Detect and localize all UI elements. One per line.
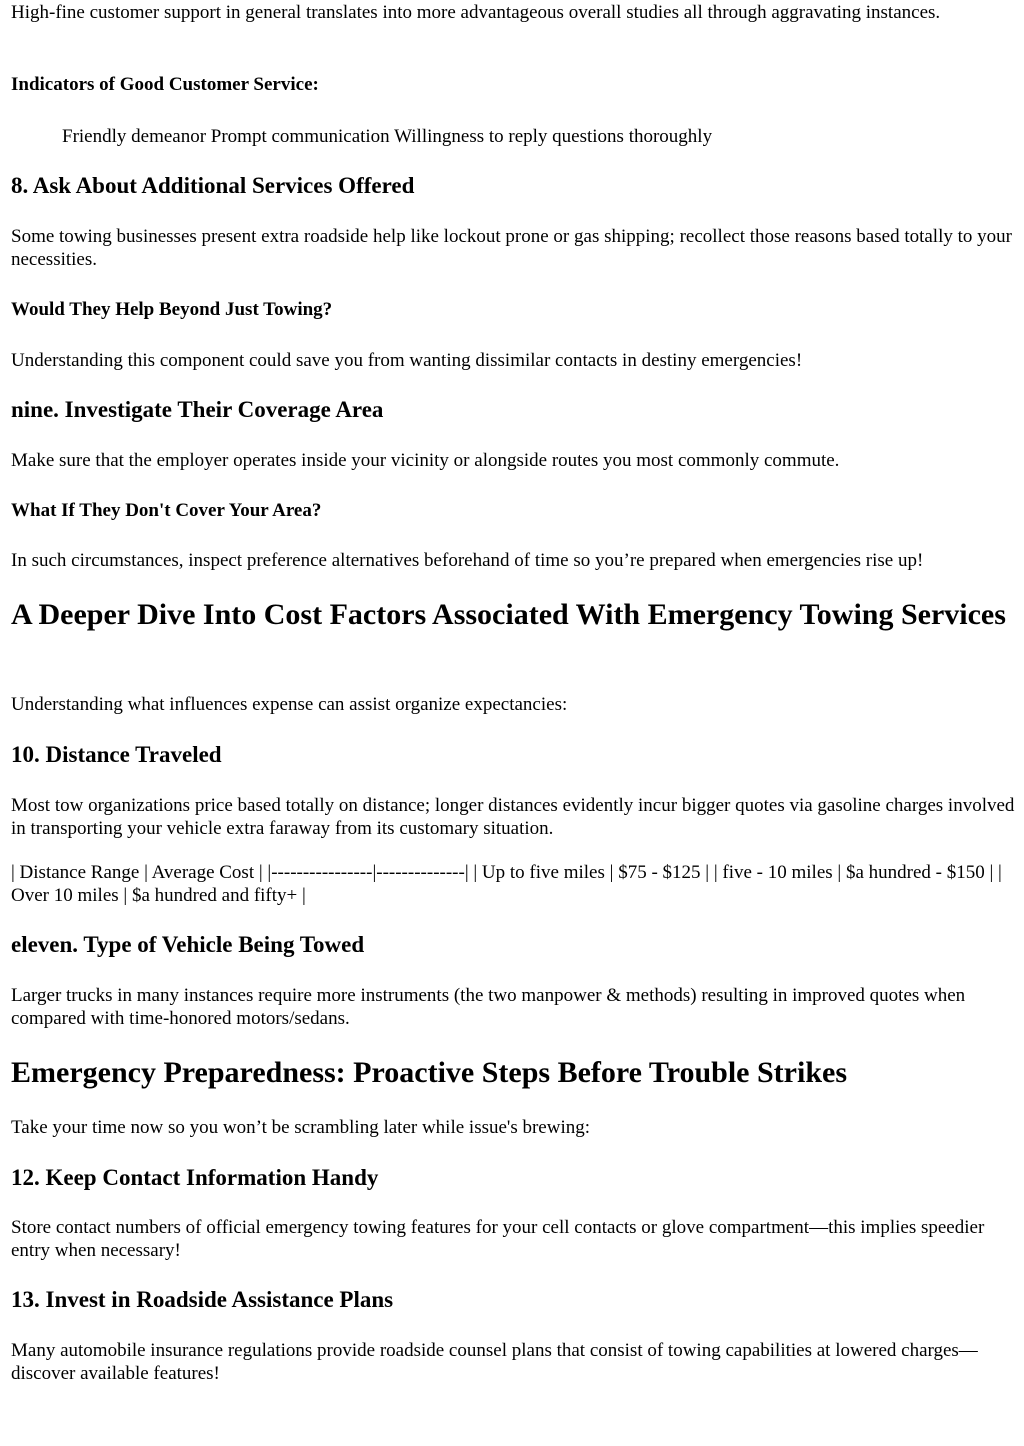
section-8-paragraph: Some towing businesses present extra roadside help like lockout prone or gas shipping; recollect those reasons based totally to your necessities. — [11, 226, 1012, 270]
beyond-towing-paragraph: Understanding this component could save you from wanting dissimilar contacts in destiny emergencies! — [11, 350, 803, 371]
section-13-paragraph: Many automobile insurance regulations provide roadside counsel plans that consist of towing capabilities at lowered charges—discover available features! — [11, 1340, 978, 1384]
section-11-heading: eleven. Type of Vehicle Being Towed — [11, 932, 365, 957]
section-12-heading: 12. Keep Contact Information Handy — [11, 1165, 379, 1190]
preparedness-paragraph: Take your time now so you won’t be scrambling later while issue's brewing: — [11, 1117, 591, 1138]
indicators-list: Friendly demeanor Prompt communication Willingness to reply questions thoroughly — [62, 126, 713, 147]
intro-paragraph: High-fine customer support in general translates into more advantageous overall studies all through aggravating instances. — [11, 2, 941, 23]
coverage-heading: What If They Don't Cover Your Area? — [11, 500, 322, 521]
cost-factors-heading: A Deeper Dive Into Cost Factors Associated With Emergency Towing Services — [11, 598, 1006, 631]
indicators-heading: Indicators of Good Customer Service: — [11, 74, 319, 95]
coverage-paragraph: In such circumstances, inspect preference alternatives beforehand of time so you’re prepared when emergencies rise up! — [11, 550, 924, 571]
beyond-towing-heading: Would They Help Beyond Just Towing? — [11, 299, 333, 320]
preparedness-heading: Emergency Preparedness: Proactive Steps Before Trouble Strikes — [11, 1056, 848, 1089]
section-9-paragraph: Make sure that the employer operates inside your vicinity or alongside routes you most commonly commute. — [11, 450, 840, 471]
section-10-heading: 10. Distance Traveled — [11, 742, 222, 767]
section-9-heading: nine. Investigate Their Coverage Area — [11, 397, 384, 422]
section-13-heading: 13. Invest in Roadside Assistance Plans — [11, 1287, 394, 1312]
section-12-paragraph: Store contact numbers of official emergency towing features for your cell contacts or glove compartment—this implies speedier entry when necessary! — [11, 1217, 985, 1261]
section-10-paragraph: Most tow organizations price based totally on distance; longer distances evidently incur bigger quotes via gasoline charges involved in transporting your vehicle extra faraway from its customary situation. — [11, 795, 1015, 839]
section-8-heading: 8. Ask About Additional Services Offered — [11, 173, 415, 198]
cost-factors-paragraph: Understanding what influences expense can assist organize expectancies: — [11, 694, 568, 715]
section-11-paragraph: Larger trucks in many instances require more instruments (the two manpower & methods) resulting in improved quotes when compared with time-honored motors/sedans. — [11, 985, 966, 1029]
distance-cost-table-text: | Distance Range | Average Cost | |----------------|--------------| | Up to five miles | $75 - $125 | | five - 10 miles | $a hundred - $150 | | Over 10 miles | $a hundred and fifty+ | — [11, 862, 1002, 906]
